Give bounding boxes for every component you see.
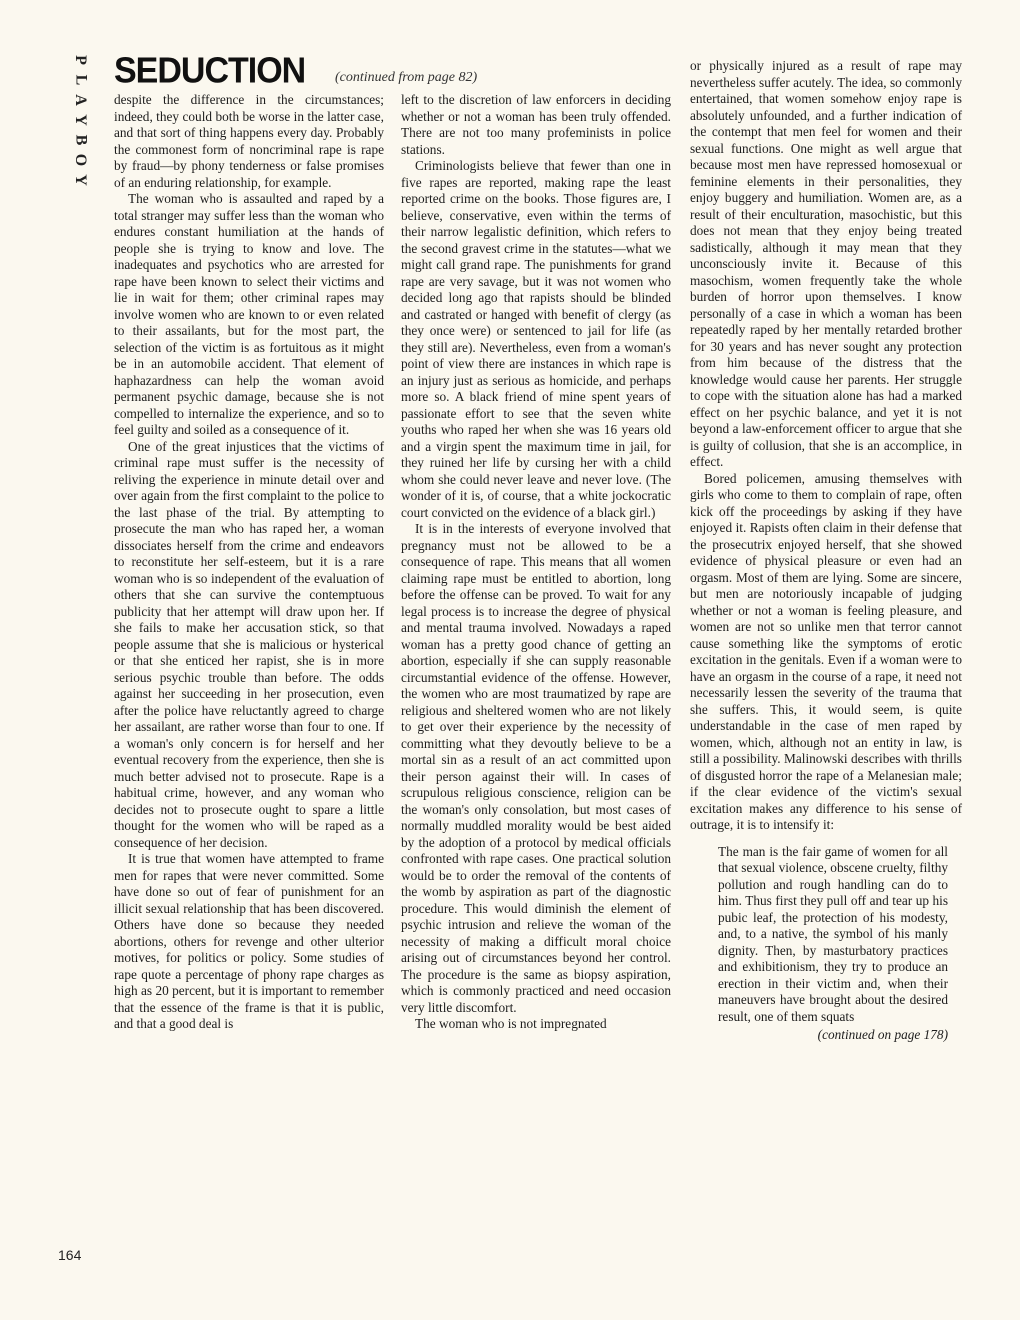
block-quote xyxy=(718,844,948,1044)
magazine-letter: Y xyxy=(72,174,89,186)
column-1 xyxy=(114,92,384,1033)
article-title: SEDUCTION xyxy=(114,51,306,91)
paragraph: It is true that women have attempted to frame men for rapes that were never committed. Some have done so out of fear of punishment for an illicit sexual relationship that has been discovered. Others have done so because they needed abortions, others for revenge and other ulterior motives, for politics or policy. Some studies of rape quote a percentage of phony rape charges as high as 20 percent, but it is important to remember that the essence of the frame is that it is public, and that a good deal is xyxy=(114,851,384,1031)
paragraph: It is in the interests of everyone involved that pregnancy must not be allowed to be a consequence of rape. This means that all women claiming rape must be entitled to abortion, long before the offense can be proved. To wait for any legal process is to increase the degree of physical and mental trauma involved. Nowadays a raped woman has a pretty good chance of getting an abortion, especially if she can supply reasonable circumstantial evidence of the offense. However, the women who are most traumatized by rape are religious and sheltered women who are not likely to get over their experience by the necessity of committing what they devoutly believe to be a mortal sin as a result of an act committed upon their person against their will. In cases of scrupulous religious conscience, religion can be the woman's only consolation, but most cases of normally muddled morality would be best aided by the adoption of a protocol by medical officials confronted with rape cases. One practical solution would be to order the removal of the contents of the womb by aspiration as part of the diagnostic procedure. This would diminish the element of psychic intrusion and relieve the woman of the necessity of making a difficult moral choice arising out of circumstances beyond her control. The procedure is the same as biopsy aspiration, which is commonly practiced and need occasion very little discomfort. xyxy=(401,521,671,1015)
paragraph: Bored policemen, amusing themselves with girls who come to them to complain of rape, often kick off the proceedings by asking if they have enjoyed it. Rapists often claim in their defense that the prosecutrix enjoyed herself, that she showed evidence of physical pleasure or even had an orgasm. Most of them are lying. Some are sincere, but men are notoriously incapable of judging whether or not a woman is feeling pleasure, and women are not so unlike men that terror cannot cause something like the symptoms of erotic excitation in the genitals. Even if a woman were to have an orgasm in the course of a rape, it need not necessarily lessen the severity of the trauma that she suffers. This, it would seem, is quite understandable in the case of men raped by women, which, although not an entity in law, is still a possibility. Malinowski describes with thrills of disgusted horror the rape of a Melanesian male; if the clear evidence of the victim's sexual excitation makes any difference to his sense of outrage, it is to intensify it: xyxy=(690,470,962,832)
continued-on-note: (continued on page 178) xyxy=(817,1027,948,1042)
paragraph: left to the discretion of law enforcers in deciding whether or not a woman has been truly offended. There are not too many profeminists in police stations. xyxy=(401,92,671,157)
paragraph: The woman who is assaulted and raped by a total stranger may suffer less than the woman who endures constant humiliation at the hands of people she is trying to know and love. The inadequates and psychotics who are arrested for rape have been known to select their victims and lie in wait for them; other criminal rapes may involve women who are known to or even related to their assailants, but for the most part, the selection of the victim is as fortuitous as it might be in an automobile accident. That element of haphazardness can help the woman avoid permanent psychic damage, because she is not compelled to internalize the experience, and so to feel guilty and soiled as a consequence of it. xyxy=(114,191,384,437)
magazine-letter: Y xyxy=(72,114,89,126)
magazine-vertical-title xyxy=(60,50,100,190)
paragraph: The woman who is not impregnated xyxy=(415,1016,607,1031)
magazine-letter: O xyxy=(71,153,89,167)
magazine-letter: B xyxy=(71,134,89,146)
paragraph: or physically injured as a result of rape may nevertheless suffer acutely. The idea, so commonly entertained, that women somehow enjoy rape is absolutely unfounded, and a further indication of the contempt that men feel for women and their sexual functions. One might as well argue that because most men have repressed homosexual or feminine elements in their personalities, they enjoy buggery and humiliation. Women are, as a result of their enculturation, masochistic, but this does not mean that they enjoy being treated sadistically, although it may mean that they unconsciously invite it. Because of this masochism, women frequently take the whole burden of horror upon themselves. I know personally of a case in which a woman has been repeatedly raped by her mentally retarded brother for 30 years and has never sought any protection from him because of the distress that the knowledge would cause her parents. Her struggle to cope with the situation alone has had a marked effect on her psychic balance, and yet it is not beyond a law-enforcement officer to argue that she is guilty of collusion, that she is an accomplice, in effect. xyxy=(690,58,962,469)
page-number: 164 xyxy=(58,1247,82,1263)
magazine-letter: A xyxy=(72,94,89,106)
paragraph: despite the difference in the circumstances; indeed, they could both be worse in the latter case, and that sort of thing happens every day. Probably the commonest form of noncriminal rape is rape by fraud—by phony tenderness or false promises of an enduring relationship, for example. xyxy=(114,92,384,190)
paragraph: Criminologists believe that fewer than one in five rapes are reported, making rape the least reported crime on the books. Those figures are, I believe, conservative, even within the terms of their narrow legalistic definition, which refers to the second gravest crime in the statutes—what we might call grand rape. The punishments for grand rape are very savage, but it was not women who decided long ago that rapists should be blinded and castrated or hanged with benefit of clergy (as they once were) or sentenced to jail for life (as they still are). Nevertheless, even from a woman's point of view there are instances in which rape is an injury just as serious as homicide, and perhaps more so. A black friend of mine spent years of passionate effort to see that the seven white youths who raped her when she was 16 years old and a virgin spent the maximum time in jail, for they ruined her life by cursing her with a child whom she could never leave and never love. (The wonder of it is, of course, that a white jockocratic court convicted on the evidence of a black girl.) xyxy=(401,158,671,520)
magazine-letter: P xyxy=(72,55,89,65)
quote-text: The man is the fair game of women for all that sexual violence, obscene cruelty, filthy pollution and rough handling can do to him. Thus first they pull off and tear up his pubic leaf, the protection of his modesty, and, to a native, the symbol of his manly dignity. Then, by masturbatory practices and exhibitionism, they try to produce an erection in their victim and, when their maneuvers have brought about the desired result, one of them squats xyxy=(718,843,948,1024)
continued-from-note: (continued from page 82) xyxy=(335,70,478,85)
magazine-letter: L xyxy=(71,74,89,86)
column-3 xyxy=(690,58,962,1044)
paragraph: One of the great injustices that the victims of criminal rape must suffer is the necessity of reliving the experience in minute detail over and over again from the first complaint to the police to the last phase of the trial. By attempting to prosecute the man who has raped her, a woman dissociates herself from the crime and endeavors to reconstitute her self-esteem, but it is a rare woman who is so independent of the evaluation of others that she can survive the contemptuous publicity that her attempt will draw upon her. If she fails to make her accusation stick, so that people assume that she is malicious or hysterical or that she enticed her rapist, she is in more serious psychic trouble than before. The odds against her succeeding in her prosecution, even after the police have reluctantly agreed to charge her assailant, are rather worse than four to one. If a woman's only concern is for herself and her eventual recovery from the experience, then she is much better advised not to prosecute. Rape is a habitual crime, however, and any woman who decides not to prosecute ought to spare a little thought for the women who will be raped as a consequence of her decision. xyxy=(114,438,384,850)
column-2 xyxy=(401,92,671,1033)
